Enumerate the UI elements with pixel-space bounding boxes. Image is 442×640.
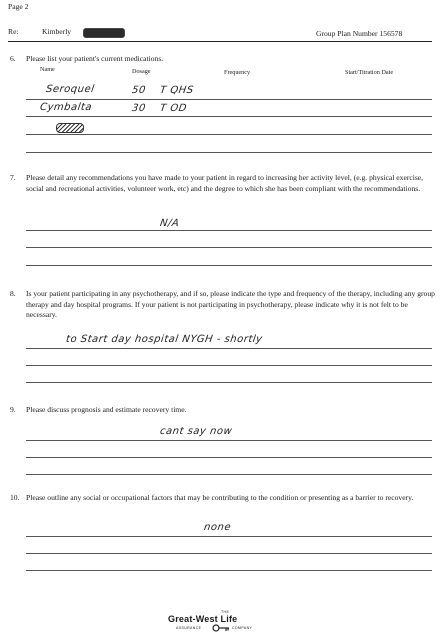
logo-left-text: ASSURANCE [176, 626, 202, 630]
q10-answer: none [203, 522, 232, 533]
q6-number: 6. [10, 54, 16, 63]
q9-text: Please discuss prognosis and estimate recovery time. [26, 405, 187, 414]
answer-line [26, 536, 432, 537]
med-2-dose: 30 [131, 103, 147, 114]
col-frequency-header: Frequency [224, 69, 251, 76]
answer-line [26, 457, 432, 458]
q8-number: 8. [10, 289, 16, 298]
q7-number: 7. [10, 173, 16, 182]
page-number: Page 2 [8, 2, 29, 11]
med-2-frequency: T OD [159, 103, 188, 114]
crossed-out-scribble [56, 123, 84, 133]
q9-number: 9. [10, 405, 16, 414]
q10-text: Please outline any social or occupational factors that may be contributing to the condition or presenting as a barrier to recovery. [26, 493, 414, 502]
col-start-date-header: Start/Titration Date [345, 69, 394, 76]
col-dosage-header: Dosage [132, 68, 151, 75]
med-1-frequency: T QHS [159, 85, 195, 96]
redaction-mark [84, 29, 124, 37]
q7-text: Please detail any recommendations you have made to your patient in regard to increasing her activity level, (e.g. physical exercise, social and recreational activities, volunteer work, etc) and the degree to which she has been compliant with the recommendations. [26, 173, 424, 193]
patient-name: Kimberly [42, 27, 72, 36]
great-west-life-logo [168, 610, 278, 634]
q8-text: Is your patient participating in any psychotherapy, and if so, please indicate the type and frequency of the therapy, including any group therapy and day hospital programs. If your patient is not participating in psychotherapy, please indicate why it is not felt to be necessary. [26, 289, 435, 320]
q7-answer: N/A [159, 218, 180, 229]
answer-line [26, 116, 432, 117]
answer-line [26, 134, 432, 135]
med-2-name: Cymbalta [39, 102, 93, 113]
col-name-header: Name [40, 66, 55, 73]
med-1-dose: 50 [131, 85, 147, 96]
q10-number: 10. [10, 493, 20, 502]
answer-line [26, 230, 432, 231]
answer-line [26, 99, 432, 100]
answer-line [26, 474, 432, 475]
q8-answer: to Start day hospital NYGH - shortly [65, 334, 264, 345]
med-1-name: Seroquel [45, 84, 96, 95]
answer-line [26, 348, 432, 349]
re-label: Re: [8, 27, 19, 36]
answer-line [26, 365, 432, 366]
key-icon [212, 624, 230, 632]
group-plan-number: Group Plan Number 156578 [316, 29, 403, 38]
answer-line [26, 440, 432, 441]
answer-line [26, 382, 432, 383]
answer-line [26, 570, 432, 571]
answer-line [26, 152, 432, 153]
q9-answer: cant say now [159, 426, 233, 437]
header-divider [8, 41, 432, 42]
q6-text: Please list your patient's current medications. [26, 54, 164, 63]
answer-line [26, 247, 432, 248]
logo-name: Great-West Life [168, 614, 238, 624]
logo-right-text: COMPANY [232, 626, 253, 630]
logo-top-text: THE [221, 610, 230, 614]
answer-line [26, 265, 432, 266]
answer-line [26, 553, 432, 554]
